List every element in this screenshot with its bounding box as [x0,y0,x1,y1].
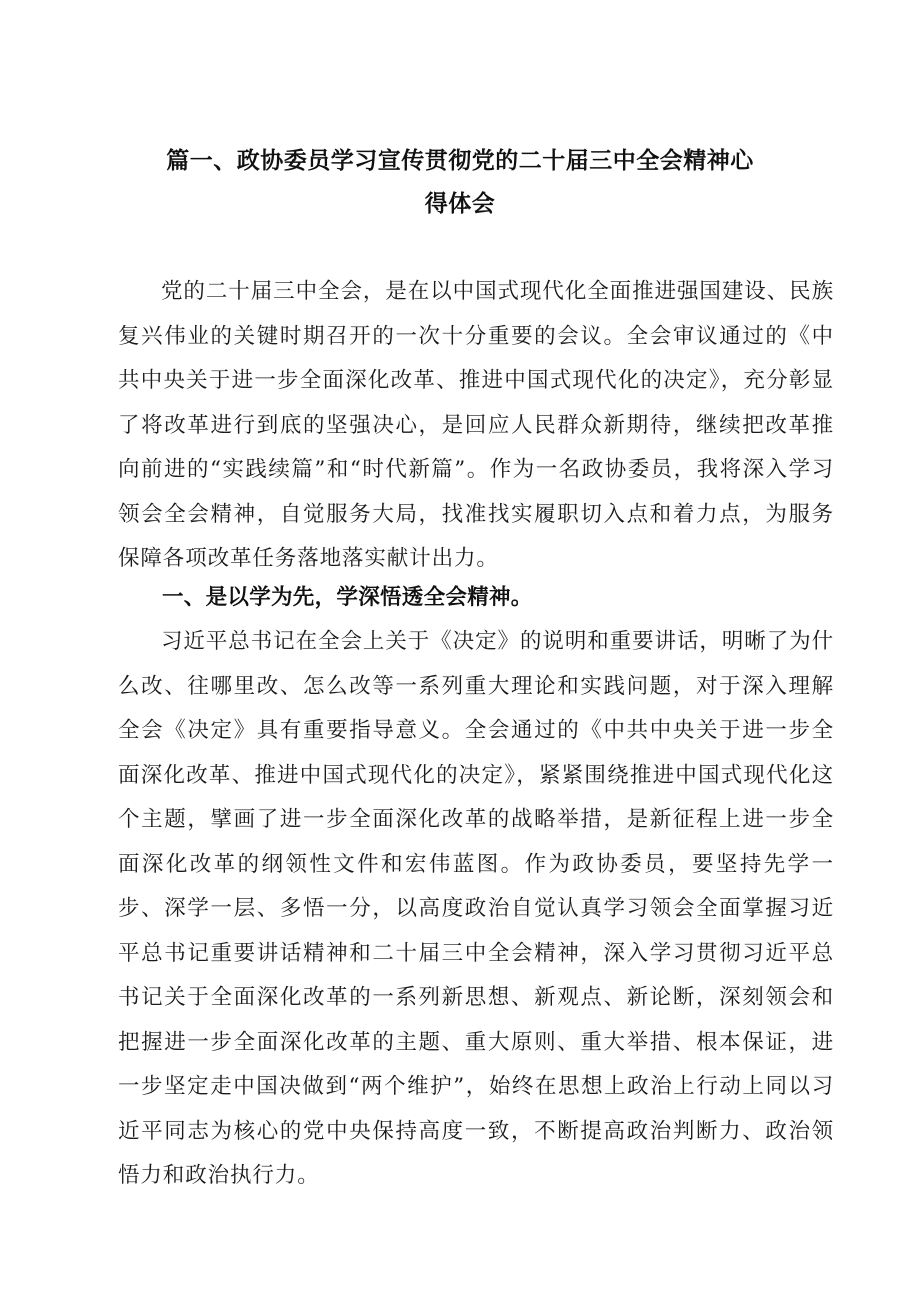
section-heading-1: 一、是以学为先，学深悟透全会精神。 [162,585,533,610]
document-title-line-1: 篇一、政协委员学习宣传贯彻党的二十届三中全会精神心 [166,148,754,174]
paragraph-intro: 党的二十届三中全会，是在以中国式现代化全面推进强国建设、民族复兴伟业的关键时期召开的一次十分重要的会议。全会审议通过的《中共中央关于进一步全面深化改革、推进中国式现代化的决定》，充分彰显了将改革进行到底的坚强决心，是回应人民群众新期待，继续把改革推向前进的“实践续篇”和“时代新篇”。作为一名政协委员，我将深入学习领会全会精神，自觉服务大局，找准找实履职切入点和着力点，为服务保障各项改革任务落地落实献计出力。 [118,279,834,571]
document-title-line-2: 得体会 [424,191,496,217]
paragraph-section-1: 习近平总书记在全会上关于《决定》的说明和重要讲话，明晰了为什么改、往哪里改、怎么改等一系列重大理论和实践问题，对于深入理解全会《决定》具有重要指导意义。全会通过的《中共中央关于进一步全面深化改革、推进中国式现代化的决定》，紧紧围绕推进中国式现代化这个主题，擘画了进一步全面深化改革的战略举措，是新征程上进一步全面深化改革的纲领性文件和宏伟蓝图。作为政协委员，要坚持先学一步、深学一层、多悟一分，以高度政治自觉认真学习领会全面掌握习近平总书记重要讲话精神和二十届三中全会精神，深入学习贯彻习近平总书记关于全面深化改革的一系列新思想、新观点、新论断，深刻领会和把握进一步全面深化改革的主题、重大原则、重大举措、根本保证，进一步坚定走中国决做到“两个维护”，始终在思想上政治上行动上同以习近平同志为核心的党中央保持高度一致，不断提高政治判断力、政治领悟力和政治执行力。 [118,629,834,1188]
